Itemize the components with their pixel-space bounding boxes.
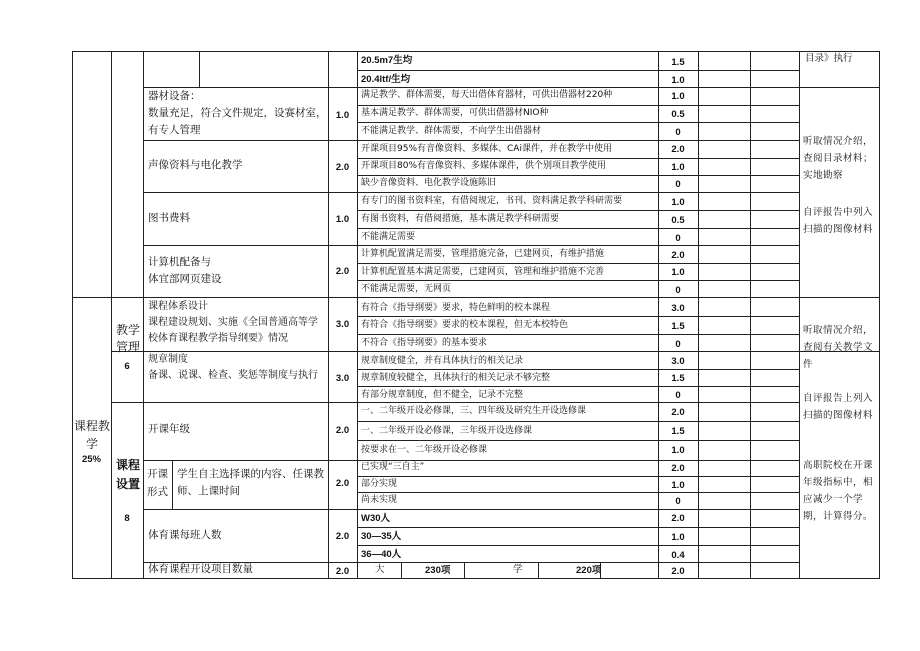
curriculum-req-3: 不符合《指导纲要》的基本要求: [361, 338, 488, 348]
av-max: 2.0: [335, 162, 350, 173]
forms-req-3: 尚未实现: [361, 495, 398, 505]
books-req-1: 有专门的图书资料室，有借阅规定，书刊、资料满足教学科研需要: [361, 196, 623, 206]
av-score-3: 0: [675, 179, 681, 190]
computers-score-3: 0: [675, 285, 681, 296]
books-score-3: 0: [675, 233, 681, 244]
av-score-2: 1.0: [671, 162, 685, 173]
class-size-req-2: 30—35人: [361, 531, 402, 542]
av-req-3: 缺少音像资料、电化教学设施陈旧: [361, 178, 497, 188]
av-req-2: 开课项目80%有音像资料、多媒体课件，供个别项目教学使用: [361, 161, 607, 171]
grades-score-1: 2.0: [671, 407, 685, 418]
curriculum-score-3: 0: [675, 339, 681, 350]
projects-c1: 大: [375, 564, 385, 575]
forms-score-1: 2.0: [671, 463, 685, 474]
books-req-2: 有图书资料，有借阅措施，基本满足教学科研需要: [361, 214, 560, 224]
projects-label: 体育课程开设项目数量: [148, 563, 253, 575]
computers-req-2: 计算机配置基本满足需要，已建网页，管理和维护措施不完善: [361, 267, 605, 277]
projects-c3: 学: [513, 564, 523, 575]
class-size-label: 体育课每班人数: [148, 529, 222, 541]
equipment-score-2: 0.5: [671, 109, 685, 120]
category-name: 课程教学: [74, 419, 111, 451]
mid-note-1: 听取情况介绍，查阅目录材料；实地勘察: [803, 136, 874, 181]
curriculum-max: 3.0: [335, 319, 350, 330]
class-size-score-3: 0.4: [671, 550, 685, 561]
books-req-3: 不能满足需要: [361, 232, 416, 242]
req-area-1: 20.5m7生均: [361, 55, 413, 66]
grades-score-3: 1.0: [671, 445, 685, 456]
course-setting-name: 课程设置: [115, 458, 140, 491]
grades-label: 开课年级: [148, 423, 190, 435]
forms-req-1: 已实现“三自主”: [361, 462, 425, 472]
grades-req-3: 按要求在一、二年级开设必修课: [361, 445, 488, 455]
class-size-req-3: 36—40人: [361, 549, 402, 560]
computers-req-3: 不能满足需要，无网页: [361, 284, 452, 294]
forms-label: 开课形式: [147, 468, 168, 498]
grades-req-1: 一、二年级开设必修课，三、四年级及研究生开设选修课: [361, 406, 587, 416]
computers-score-1: 2.0: [671, 250, 685, 261]
curriculum-score-1: 3.0: [671, 303, 685, 314]
class-size-score-1: 2.0: [671, 513, 685, 524]
score-area-1: 1.5: [671, 57, 685, 68]
req-area-2: 20.4ltf/生均: [361, 74, 411, 85]
lower-note-3: 高职院校在开课年级指标中，相应减少一个学期，计算得分。: [803, 460, 874, 522]
forms-desc: 学生自主选择课的内容、任课教师、上课时间: [177, 468, 324, 497]
lower-note-1: 听取情况介绍，查阅有关教学文件: [803, 325, 874, 370]
projects-c2: 230项: [425, 565, 451, 576]
rules-max: 3.0: [335, 373, 350, 384]
lower-note-2: 自评报告上列入扫描的图像材料: [803, 393, 874, 421]
equipment-label: 器材设备： 数量充足，符合文件规定，设赛材室， 有专人管理: [148, 90, 327, 136]
av-score-1: 2.0: [671, 144, 685, 155]
equipment-score-1: 1.0: [671, 91, 685, 102]
rules-req-2: 规章制度较健全，具体执行的相关记录不够完整: [361, 373, 551, 383]
books-max: 1.0: [335, 214, 350, 225]
projects-score: 2.0: [671, 566, 685, 577]
grades-max: 2.0: [335, 425, 350, 436]
teaching-mgmt-name: 教学管理: [115, 323, 140, 354]
rules-score-1: 3.0: [671, 356, 685, 367]
computers-req-1: 计算机配置满足需要，管理措施完备，已建网页，有维护措施: [361, 249, 605, 259]
mid-note-2: 自评报告中列入扫描的图像材料: [803, 207, 874, 235]
projects-c4: 220项: [576, 565, 602, 576]
curriculum-req-2: 有符合《指导纲要》要求的校本课程，但无本校特色: [361, 320, 569, 330]
category-weight: 25%: [81, 454, 101, 465]
computers-label: 计算机配备与 体宜部网页建设: [148, 256, 222, 285]
curriculum-score-2: 1.5: [671, 321, 685, 332]
top-note: 目录》执行: [805, 53, 853, 64]
books-label: 图书费料: [148, 212, 190, 224]
class-size-req-1: W30人: [361, 513, 391, 524]
rules-req-3: 有部分规章制度，但不健全，记录不完整: [361, 390, 524, 400]
score-area-2: 1.0: [671, 75, 685, 86]
teaching-mgmt-weight: 6: [124, 361, 130, 372]
equipment-max: 1.0: [335, 110, 350, 121]
computers-max: 2.0: [335, 266, 350, 277]
class-size-score-2: 1.0: [671, 532, 685, 543]
class-size-max: 2.0: [335, 531, 350, 542]
computers-score-2: 1.0: [671, 267, 685, 278]
grades-score-2: 1.5: [671, 426, 685, 437]
equipment-score-3: 0: [675, 127, 681, 138]
rules-label: 规章制度 备课、说课、检查、奖惩等制度与执行: [148, 354, 318, 381]
equipment-req-3: 不能满足教学、群体需要，不向学生出借器材: [361, 126, 542, 136]
rules-score-2: 1.5: [671, 373, 685, 384]
equipment-req-1: 满足教学、群体需要，每天出借体育器材，可供出借器材220种: [361, 90, 613, 100]
forms-max: 2.0: [335, 478, 350, 489]
curriculum-label: 课程体系设计 课程建设规划、实施《全国普通高等学 校体育课程教学指导纲要》情况: [148, 301, 318, 344]
rules-score-3: 0: [675, 390, 681, 401]
curriculum-req-1: 有符合《指导纲要》要求，特色鲜明的校本课程: [361, 303, 551, 313]
books-score-1: 1.0: [671, 197, 685, 208]
books-score-2: 0.5: [671, 215, 685, 226]
projects-max: 2.0: [335, 566, 350, 577]
av-req-1: 开课项目95%有音像资料、多媒体、CAi课件，并在教学中使用: [361, 144, 612, 154]
av-label: 声像资料与电化教学: [148, 159, 243, 171]
forms-req-2: 部分实现: [361, 479, 398, 489]
grades-req-2: 一、二年级开设必修课，三年级开设选修课: [361, 426, 533, 436]
course-setting-weight: 8: [124, 513, 130, 524]
forms-score-2: 1.0: [671, 480, 685, 491]
equipment-req-2: 基本满足教学、群体需要，可供出借器材NIO种: [361, 108, 549, 118]
rules-req-1: 规章制度健全，并有具体执行的相关记录: [361, 356, 524, 366]
forms-score-3: 0: [675, 496, 681, 507]
